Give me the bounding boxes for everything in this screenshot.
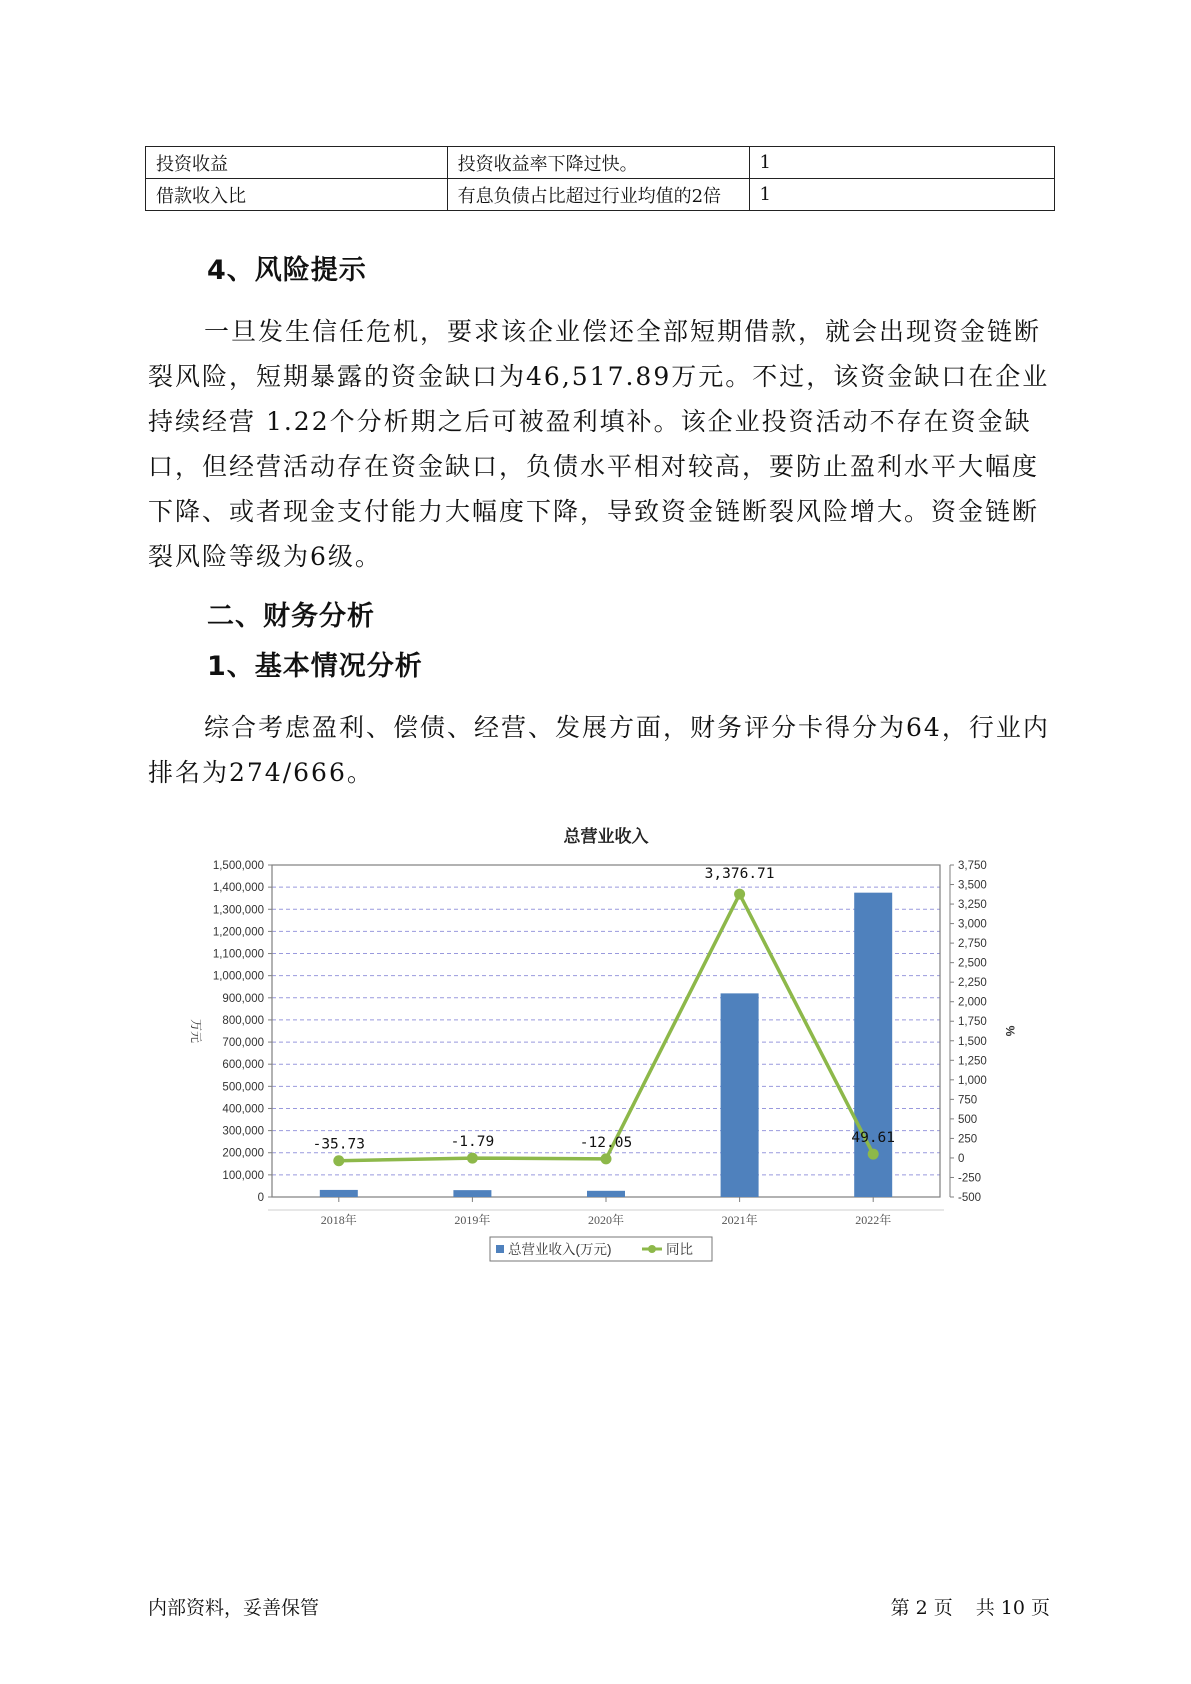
right-axis-tick-label: -500 [958, 1192, 982, 1204]
table-cell-issue: 有息负债占比超过行业均值的2倍 [447, 179, 749, 211]
revenue-bar [453, 1190, 491, 1197]
table-cell-value: 1 [749, 147, 1054, 179]
yoy-point [467, 1153, 478, 1164]
legend-bar-swatch [496, 1245, 504, 1253]
yoy-point [333, 1155, 344, 1166]
left-axis-tick-label: 1,000,000 [212, 970, 264, 983]
left-axis-tick-label: 300,000 [222, 1125, 264, 1138]
x-axis-tick-label: 2022年 [855, 1213, 892, 1227]
right-axis-tick-label: 250 [958, 1133, 978, 1146]
right-axis-tick-label: 2,000 [958, 996, 987, 1009]
left-axis-tick-label: 1,100,000 [212, 948, 264, 961]
finance-paragraph [148, 705, 1060, 795]
right-axis-tick-label: 2,250 [958, 977, 987, 990]
right-axis-tick-label: 750 [958, 1094, 978, 1107]
yoy-data-label: 3,376.71 [704, 866, 775, 883]
right-axis-tick-label: 3,000 [958, 918, 987, 931]
risk-paragraph [148, 309, 1060, 579]
table-cell-value: 1 [749, 179, 1054, 211]
revenue-chart [170, 815, 1030, 1285]
finance-section-heading: 二、财务分析 [207, 601, 375, 632]
legend-line-marker [648, 1245, 656, 1253]
x-axis-tick-label: 2019年 [454, 1213, 491, 1227]
revenue-bar [721, 993, 759, 1197]
right-axis-tick-label: 1,500 [958, 1035, 987, 1048]
right-axis-tick-label: -250 [958, 1172, 982, 1185]
footer-confidential-note: 内部资料，妥善保管 [148, 1597, 320, 1619]
left-axis-tick-label: 200,000 [222, 1147, 264, 1160]
revenue-chart-svg [170, 815, 1030, 1285]
footer-page-indicator [888, 1593, 1053, 1620]
right-axis-title: % [1003, 1025, 1017, 1037]
table-row [146, 179, 1055, 211]
legend-bar-label: 总营业收入(万元) [508, 1242, 612, 1257]
page-prefix: 第 [890, 1597, 910, 1619]
risk-paragraph-text: 一旦发生信任危机，要求该企业偿还全部短期借款，就会出现资金链断裂风险，短期暴露的资金缺口为46,517.89万元。不过，该资金缺口在企业持续经营 1.22个分析期之后可被盈利填补。该企业投资活动不存在资金缺口，但经营活动存在资金缺口，负债水平相对较高，要防止盈利水平大幅度下降、或者现金支付能力大幅度下降，导致资金链断裂风险增大。资金链断裂风险等级为6级。 [148, 317, 1050, 571]
right-axis-tick-label: 3,750 [958, 860, 987, 872]
left-axis-tick-label: 500,000 [222, 1081, 264, 1094]
table-cell-item: 投资收益 [146, 147, 448, 179]
right-axis-tick-label: 1,750 [958, 1016, 987, 1029]
right-axis-tick-label: 1,000 [958, 1074, 987, 1087]
yoy-point [601, 1153, 612, 1164]
chart-title: 总营业收入 [563, 827, 649, 846]
yoy-line [339, 894, 873, 1161]
x-axis-tick-label: 2020年 [587, 1213, 625, 1227]
x-axis-tick-label: 2021年 [721, 1213, 758, 1227]
left-axis-tick-label: 1,200,000 [212, 926, 264, 939]
yoy-data-label: 49.61 [851, 1130, 896, 1147]
revenue-bar [587, 1191, 625, 1197]
right-axis-tick-label: 1,250 [958, 1055, 987, 1068]
right-axis-tick-label: 2,500 [958, 957, 987, 970]
yoy-data-label: -12.05 [579, 1134, 633, 1151]
total-unit: 页 [1030, 1597, 1050, 1619]
left-axis-tick-label: 100,000 [222, 1169, 264, 1182]
table-cell-item: 借款收入比 [146, 179, 448, 211]
table-cell-issue: 投资收益率下降过快。 [447, 147, 749, 179]
total-prefix: 共 [975, 1597, 995, 1619]
total-pages: 10 [1000, 1597, 1025, 1619]
page-number: 2 [915, 1597, 928, 1619]
left-axis-tick-label: 0 [257, 1192, 264, 1204]
risk-section-heading: 4、风险提示 [207, 255, 367, 286]
left-axis-tick-label: 900,000 [222, 992, 264, 1005]
right-axis-tick-label: 3,500 [958, 879, 987, 892]
risk-indicator-table [145, 146, 1055, 211]
table-row [146, 147, 1055, 179]
legend-line-label: 同比 [666, 1242, 693, 1257]
yoy-point [734, 889, 745, 900]
left-axis-tick-label: 400,000 [222, 1103, 264, 1116]
yoy-point [868, 1149, 879, 1160]
page-unit: 页 [933, 1597, 953, 1619]
left-axis-title: 万元 [189, 1018, 203, 1044]
finance-paragraph-text: 综合考虑盈利、偿债、经营、发展方面，财务评分卡得分为64，行业内排名为274/666。 [148, 713, 1050, 787]
right-axis-tick-label: 2,750 [958, 938, 987, 951]
left-axis-tick-label: 1,400,000 [212, 882, 264, 895]
left-axis-tick-label: 700,000 [222, 1037, 264, 1050]
basic-analysis-heading: 1、基本情况分析 [207, 651, 423, 682]
left-axis-tick-label: 1,500,000 [212, 860, 264, 872]
yoy-data-label: -35.73 [312, 1136, 365, 1153]
right-axis-tick-label: 3,250 [958, 899, 987, 912]
yoy-data-label: -1.79 [450, 1134, 495, 1151]
left-axis-tick-label: 1,300,000 [212, 904, 264, 917]
revenue-bar [320, 1190, 358, 1197]
right-axis-tick-label: 500 [958, 1113, 978, 1126]
right-axis-tick-label: 0 [958, 1152, 965, 1165]
left-axis-tick-label: 600,000 [222, 1059, 264, 1072]
left-axis-tick-label: 800,000 [222, 1014, 264, 1027]
x-axis-tick-label: 2018年 [320, 1213, 357, 1227]
